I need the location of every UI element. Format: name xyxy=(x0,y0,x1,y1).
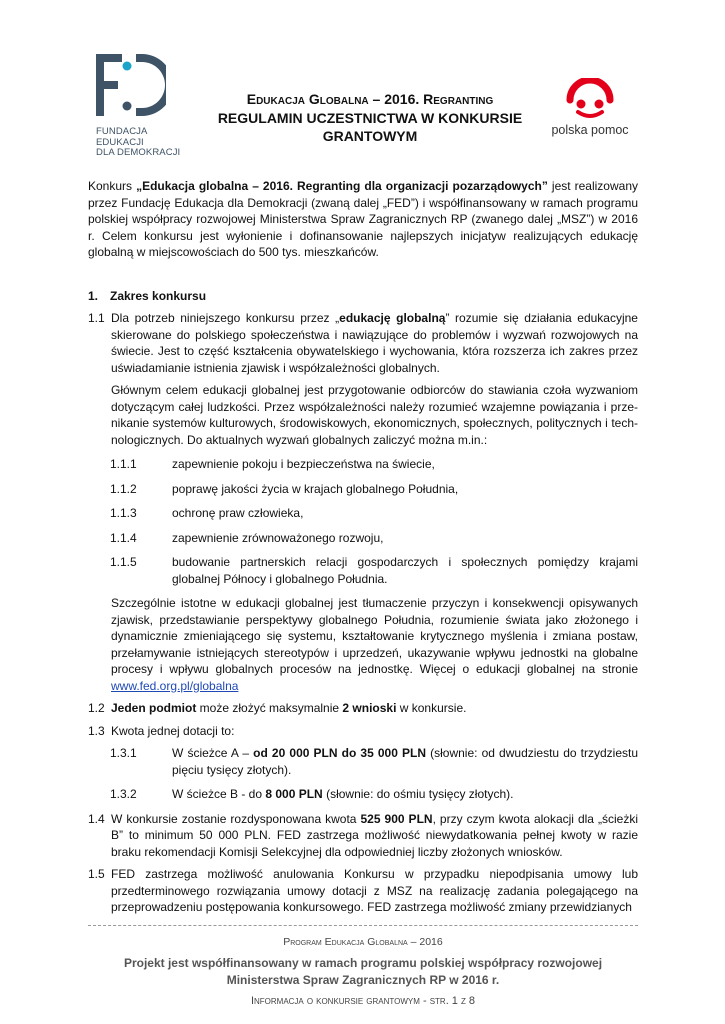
subclause-1-1-1 xyxy=(88,456,638,473)
globalna-link[interactable]: www.fed.org.pl/globalna xyxy=(111,678,239,693)
section-title: Zakres konkursu xyxy=(110,288,207,303)
clause-bold: 2 wnioski xyxy=(342,701,397,715)
clause-text-part: W konkursie zostanie rozdysponowana kwota xyxy=(111,811,361,826)
clause-1-3 xyxy=(88,723,638,740)
title-line: REGULAMIN UCZESTNICTWA W KONKURSIE xyxy=(217,109,523,126)
subclause-text-part: (słownie: do ośmiu tysięcy złotych). xyxy=(322,787,514,801)
clause-text-part: może złożyć maksymalnie xyxy=(196,701,343,715)
clause-number: 1.1 xyxy=(88,311,105,325)
subclause-number: 1.3.2 xyxy=(110,787,137,801)
clause-text-part: w konkursie. xyxy=(396,701,467,715)
intro-paragraph xyxy=(88,178,638,261)
clause-1-2 xyxy=(88,700,638,717)
subclause-number: 1.1.3 xyxy=(110,506,137,520)
subclause-number: 1.1.1 xyxy=(110,457,137,471)
footer-program: Program Edukacja Globalna – 2016 xyxy=(283,936,443,948)
subclause-bold: od 20 000 PLN do 35 000 PLN xyxy=(253,746,427,760)
clause-number: 1.4 xyxy=(88,811,105,826)
clause-text-part: , przy czym kwota alokacji dla „ścieżki B” to minimum 50 000 PLN. FED zastrzega możliwość niewydatkowania pełnej kwoty w razie braku rekomendacji Komisji Selekcyjnej dla odpowiedniej liczby złożonych wniosków. xyxy=(111,811,638,859)
clause-number: 1.3 xyxy=(88,723,105,738)
clause-text-part: Dla potrzeb niniejszego konkursu przez „ xyxy=(111,311,340,325)
subclause-1-1-2 xyxy=(88,481,638,498)
clause-text xyxy=(111,700,638,717)
clause-1-1 xyxy=(88,310,638,448)
subclause-text-part: (słownie: od dwudziestu do trzydziestu pięciu tysięcy złotych). xyxy=(172,746,639,777)
footer-separator xyxy=(88,925,638,926)
title-line: Edukacja Globalna – 2016. Regranting xyxy=(246,91,494,107)
section-heading xyxy=(88,288,638,305)
subclause-text: zapewnienie zrównoważonego rozwoju, xyxy=(172,530,384,545)
section-number: 1. xyxy=(88,288,99,303)
clause-text-part: Szczególnie istotne w edukacji globalnej jest tłumaczenie przyczyn i konsekwencji opisywanych zjawisk, przedstawianie perspektywy globalnego Południa, rozumienie świata jako złożonego i dynamicznie zmieniającego się systemu, kształtowanie krytycznego myślenia i zmiana postaw, przełamywanie istniejących stereotypów i uprzedzeń, ukazywanie wpływu jednostki na globalne procesy i wpływu globalnych procesów na jednostkę. Więcej o edukacji globalnej na stronie xyxy=(111,596,638,676)
clause-text: Kwota jednej dotacji to: xyxy=(111,723,235,738)
clause-1-5 xyxy=(88,866,638,916)
subclause-text: budowanie partnerskich relacji gospodarczych i społecznych pomiędzy krajami globalnej Północy i globalnego Południa. xyxy=(172,555,638,586)
footer-cofinancing-line: Projekt jest współfinansowany w ramach programu polskiej współpracy rozwojowej xyxy=(123,956,603,970)
clause-number: 1.5 xyxy=(88,867,105,881)
fed-logo-line: FUNDACJA xyxy=(96,126,148,137)
subclause-bold: 8 000 PLN xyxy=(265,787,323,801)
clause-text xyxy=(111,811,638,861)
subclause-text-part: W ścieżce B - do xyxy=(172,787,266,801)
clause-1-4 xyxy=(88,811,638,861)
intro-contest-name: „Edukacja globalna – 2016. Regranting dla organizacji pozarządowych” xyxy=(136,179,548,193)
intro-text: Konkurs xyxy=(88,179,137,193)
title-line: GRANTOWYM xyxy=(322,128,418,144)
document-body xyxy=(88,178,638,922)
subclause-1-1-5 xyxy=(88,554,638,587)
fed-logo-line: EDUKACJI xyxy=(96,136,144,148)
clause-bold: 525 900 PLN xyxy=(360,811,433,826)
subclause-text-part: W ścieżce A – xyxy=(172,746,254,760)
clause-text: FED zastrzega możliwość anulowania Konkursu w przypadku niepodpisania umowy lub przedterminowego rozwiązania umowy dotacji z MSZ na realizację zadania polegającego na przeprowadzeniu postępowania konkursowego. FED zastrzega możliwość zmiany przewidzianych xyxy=(111,867,638,914)
fed-logo-mark-icon xyxy=(96,54,166,116)
clause-text-part: ” rozumie się działania edukacyjne skierowane do polskiego społeczeństwa i nawiązujące do problemów i wyzwań rozwojowych na świecie. Jest to część kształcenia obywatelskiego i wychowania, która rozszerza ich zakres przez uświadamianie istnienia zjawisk i współzależności globalnych. xyxy=(111,311,638,375)
polska-pomoc-mark-icon xyxy=(564,78,616,120)
clause-bold: edukację globalną xyxy=(339,311,446,325)
subclause-text: zapewnienie pokoju i bezpieczeństwa na świecie, xyxy=(172,457,435,471)
clause-number: 1.2 xyxy=(88,701,105,715)
footer-cofinancing xyxy=(88,955,638,989)
clause-paragraph xyxy=(111,595,638,694)
fed-logo-text xyxy=(96,127,192,159)
subclause-text: ochronę praw człowieka, xyxy=(172,506,304,520)
subclause-text xyxy=(172,786,638,803)
subclause-text: poprawę jakości życia w krajach globalnego Południa, xyxy=(172,481,459,496)
clause-bold: Jeden podmiot xyxy=(111,701,197,715)
clause-1-1-continued xyxy=(88,595,638,694)
fed-logo-line: DLA DEMOKRACJI xyxy=(96,147,181,158)
subclause-number: 1.1.2 xyxy=(110,481,137,496)
intro-text: jest realizowany przez Fundację Edukacja dla Demokracji (zwaną dalej „FED”) i współfinansowany w ramach programu polskiej współpracy rozwojowej Ministerstwa Spraw Zagranicznych RP (zwanego dalej „MSZ”) w 2016 r. Celem konkursu jest wyłonienie i dofinansowanie najlepszych inicjatyw realizujących edukację globalną w miejscowościach do 500 tys. mieszkańców. xyxy=(88,179,638,259)
polska-pomoc-logo xyxy=(540,78,640,158)
subclause-1-1-4 xyxy=(88,530,638,547)
document-title xyxy=(205,90,535,146)
subclause-number: 1.3.1 xyxy=(110,746,137,760)
subclause-number: 1.1.5 xyxy=(110,555,137,569)
footer-page-info: Informacja o konkursie grantowym - str. 1 z 8 xyxy=(250,995,476,1007)
fed-logo xyxy=(96,54,192,164)
footer-cofinancing-line: Ministerstwa Spraw Zagranicznych RP w 2016 r. xyxy=(226,973,500,987)
subclause-1-3-2 xyxy=(88,786,638,803)
clause-text xyxy=(111,310,638,376)
subclause-1-1-3 xyxy=(88,505,638,522)
clause-paragraph: Głównym celem edukacji globalnej jest przygotowanie odbiorców do stawiania czoła wyzwaniom dotyczącym całej ludzkości. Przez współzależności należy rozumieć wzajemne powiązania i prze-nikanie systemów kulturowych, środowiskowych, ekonomicznych, społecznych, politycznych i tech-nologicznych. Do aktualnych wyzwań globalnych zaliczyć można m.in.: xyxy=(111,383,638,447)
subclause-1-3-1 xyxy=(88,745,638,778)
polska-pomoc-text: polska pomoc xyxy=(551,123,629,137)
subclause-number: 1.1.4 xyxy=(110,530,137,545)
subclause-text xyxy=(172,745,638,778)
